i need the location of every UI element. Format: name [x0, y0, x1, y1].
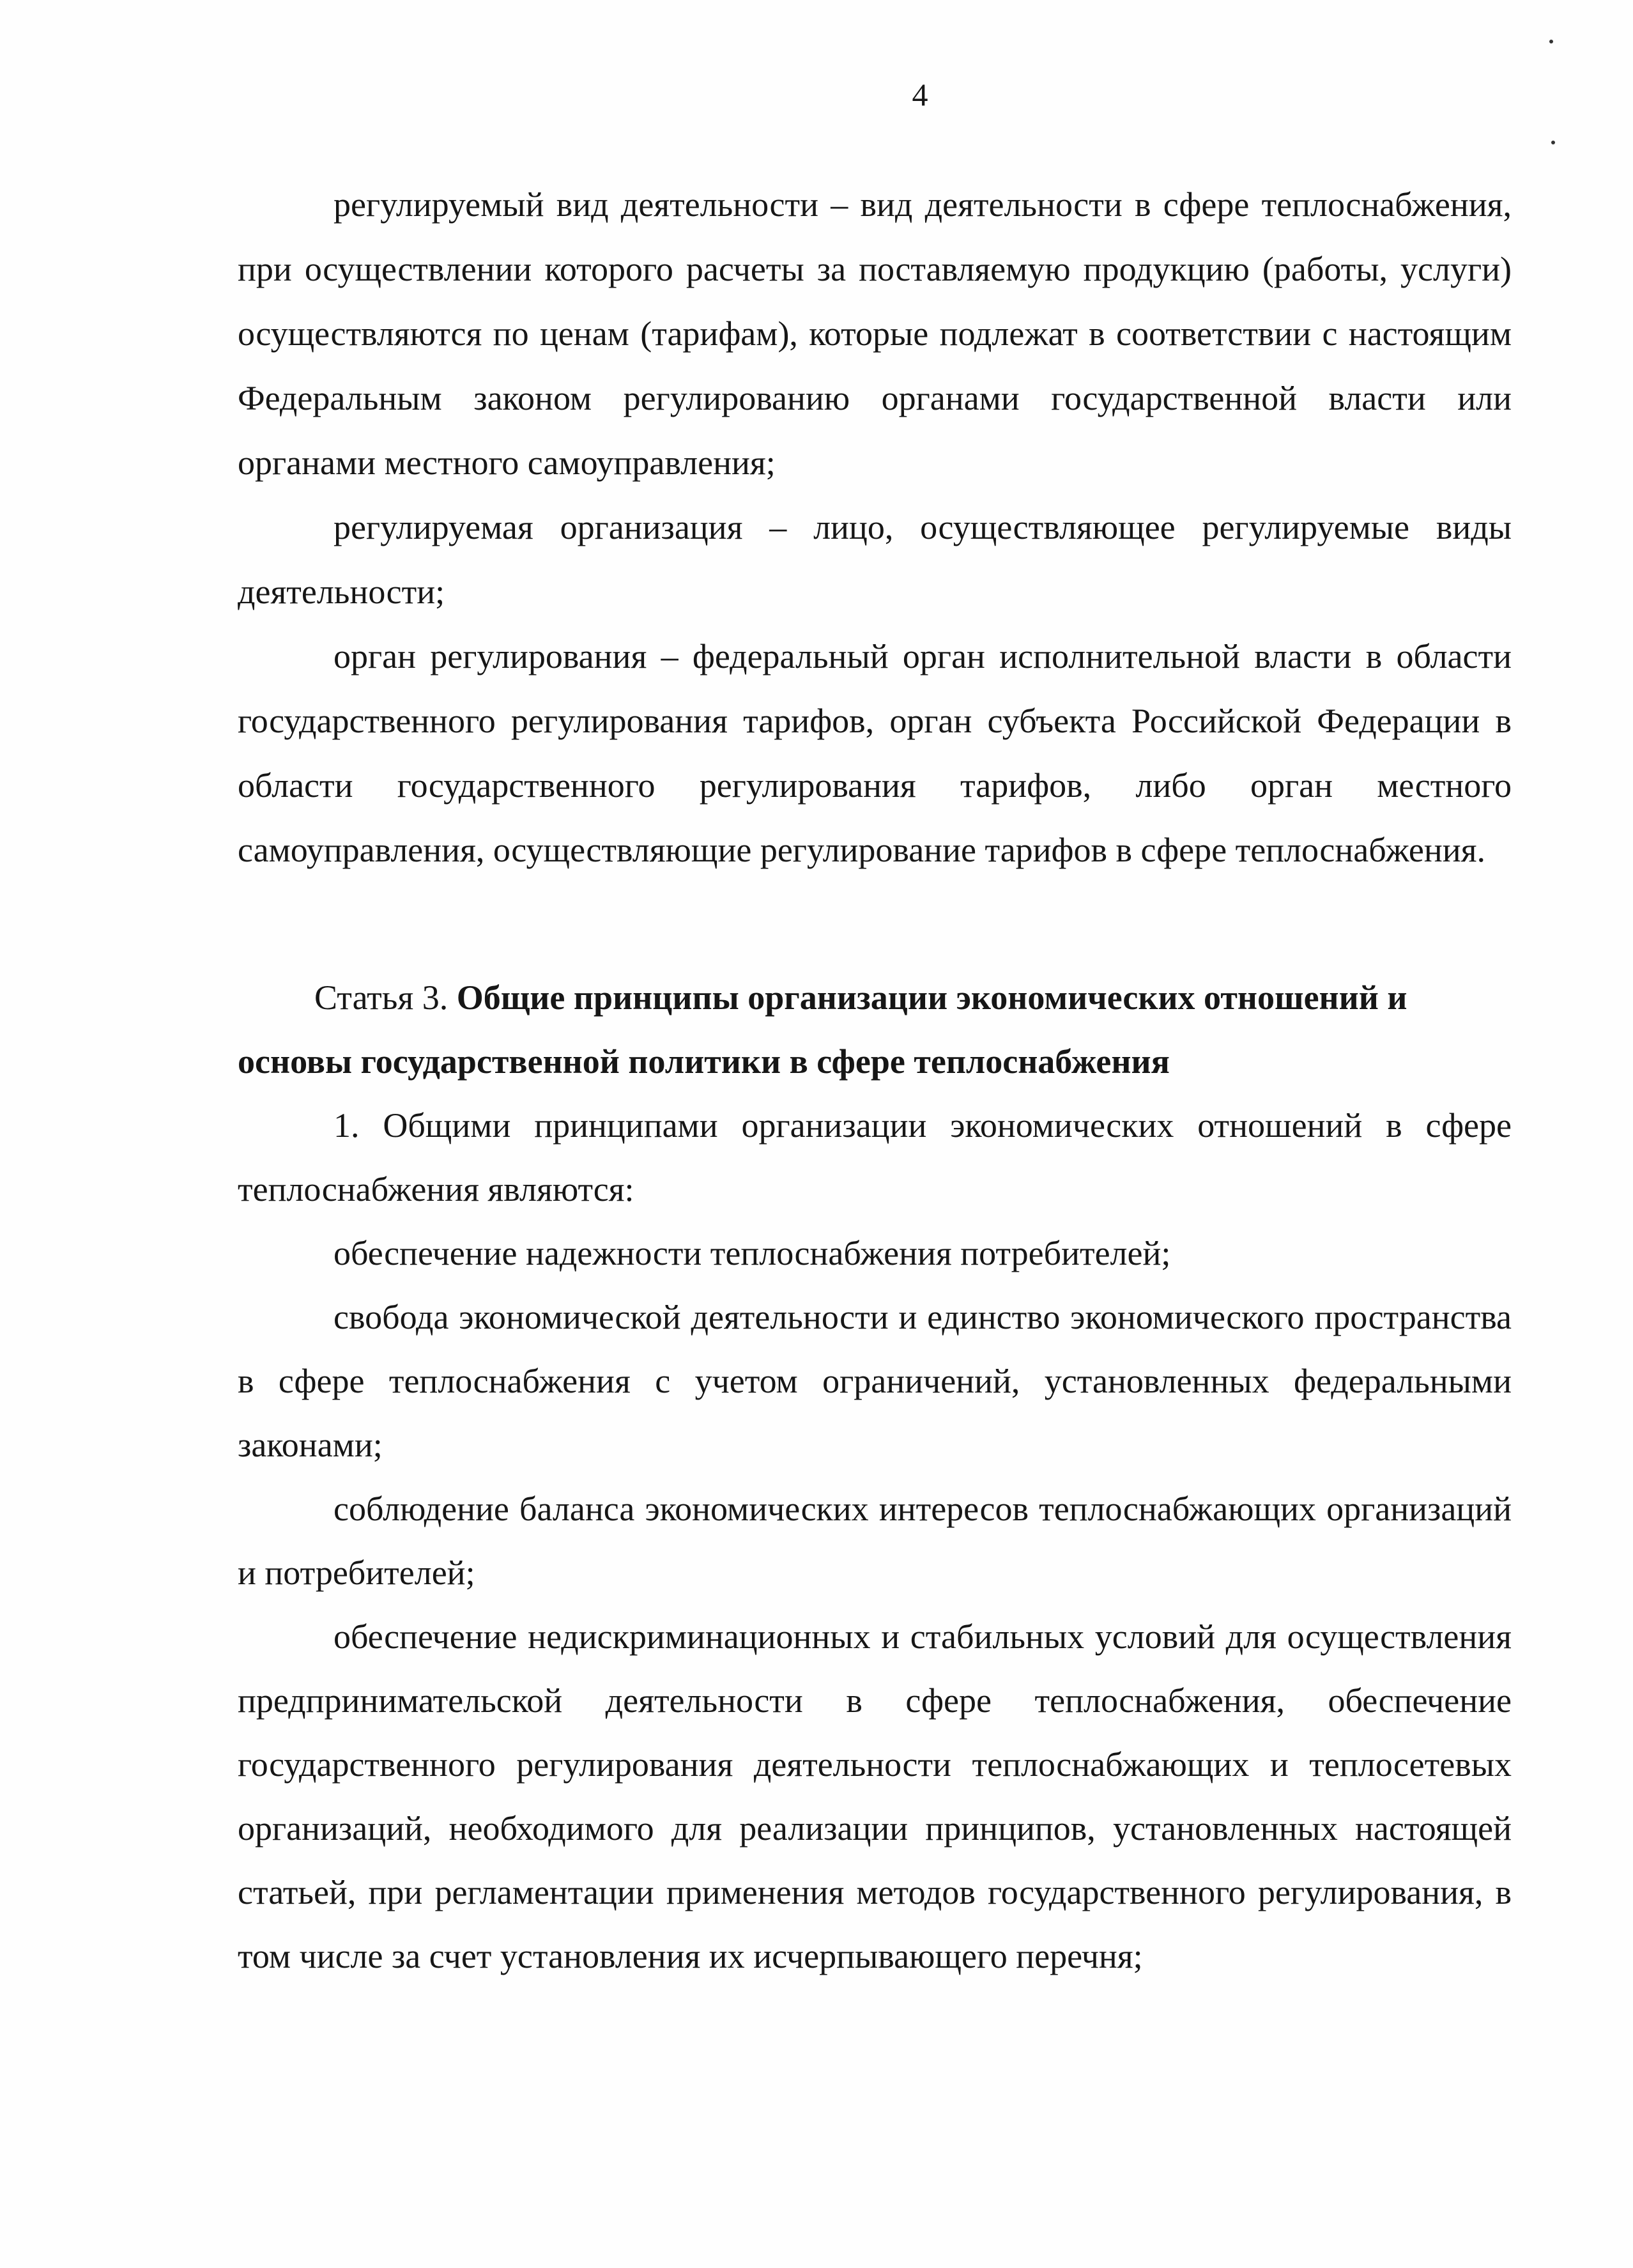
- scan-speck: [1551, 141, 1555, 144]
- article-paragraph: соблюдение баланса экономических интересов теплоснабжающих организаций и потребителей;: [238, 1490, 1512, 1592]
- article-number: Статья 3.: [314, 978, 448, 1017]
- definition-paragraph: регулируемая организация – лицо, осуществляющее регулируемые виды деятельности;: [238, 508, 1512, 611]
- definition-paragraph: регулируемый вид деятельности – вид деятельности в сфере теплоснабжения, при осуществлении которого расчеты за поставляемую продукцию (работы, услуги) осуществляются по ценам (тарифам), которые подлежат в соответствии с настоящим Федеральным законом регулированию органами государственной власти или органами местного самоуправления;: [238, 185, 1512, 482]
- scan-speck: [1549, 40, 1553, 43]
- document-body: [238, 173, 1512, 1988]
- article-paragraph: 1. Общими принципами организации экономических отношений в сфере теплоснабжения являются:: [238, 1106, 1512, 1208]
- article-body: [238, 1093, 1512, 1988]
- section-spacer: [238, 883, 1512, 966]
- page-number: 4: [912, 77, 928, 112]
- article-title: Общие принципы организации экономических отношений и основы государственной политики в сфере теплоснабжения: [238, 978, 1407, 1081]
- article-paragraph: обеспечение надежности теплоснабжения потребителей;: [334, 1234, 1171, 1272]
- article-paragraph: обеспечение недискриминационных и стабильных условий для осуществления предпринимательской деятельности в сфере теплоснабжения, обеспечение государственного регулирования деятельности теплоснабжающих и теплосетевых организаций, необходимого для реализации принципов, установленных настоящей статьей, при регламентации применения методов государственного регулирования, в том числе за счет установления их исчерпывающего перечня;: [238, 1617, 1512, 1975]
- definitions-section: [238, 173, 1512, 883]
- article-paragraph: свобода экономической деятельности и единство экономического пространства в сфере теплоснабжения с учетом ограничений, установленных федеральными законами;: [238, 1298, 1512, 1464]
- article-heading: [238, 966, 1512, 1093]
- definition-paragraph: орган регулирования – федеральный орган исполнительной власти в области государственного регулирования тарифов, орган субъекта Российской Федерации в области государственного регулирования тарифов, либо орган местного самоуправления, осуществляющие регулирование тарифов в сфере теплоснабжения.: [238, 637, 1512, 869]
